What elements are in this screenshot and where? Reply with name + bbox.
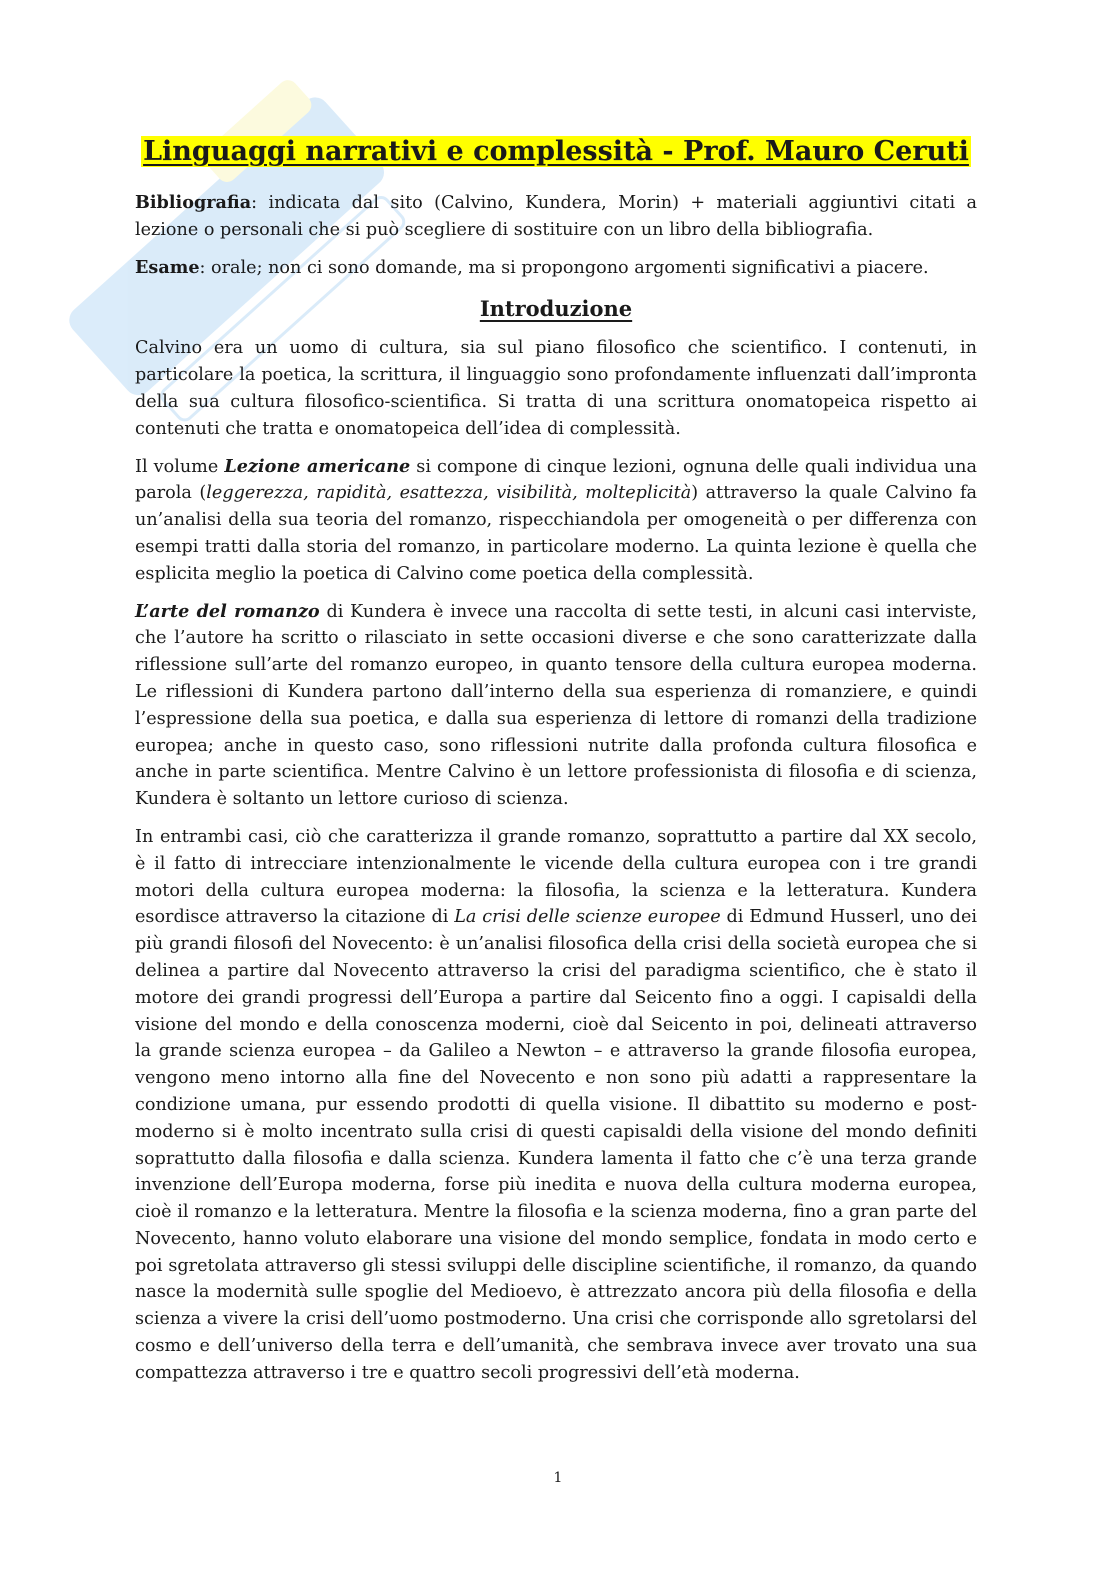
- intro-paragraph-2: Il volume Lezione americane si compone di cinque lezioni, ognuna delle quali individua una parola (leggerezza, rapidità, esattezza, visibilità, molteplicità) attraverso la quale Calvino fa un’analisi della sua teoria del romanzo, rispecchiandola per omogeneità o per differenza con esempi tratti dalla storia del romanzo, in particolare moderno. La quinta lezione è quella che esplicita meglio la poetica di Calvino come poetica della complessità.: [135, 455, 978, 584]
- page-number: 1: [553, 1470, 563, 1486]
- bibliografia-label: Bibliografia: [135, 192, 252, 213]
- keywords: leggerezza, rapidità, esattezza, visibilità, molteplicità: [206, 483, 692, 504]
- document-page: [135, 132, 977, 1398]
- intro-paragraph-3: L’arte del romanzo di Kundera è invece una raccolta di sette testi, in alcuni casi interviste, che l’autore ha scritto o rilasciato in sette occasioni diverse e che sono caratterizzate dalla riflessione sull’arte del romanzo europeo, in quanto tensore della cultura europea moderna. Le riflessioni di Kundera partono dall’interno della sua esperienza di romanziere, e quindi l’espressione della sua poetica, e dalla sua esperienza di lettore di romanzi della tradizione europea; anche in questo caso, sono riflessioni nutrite dalla profonda cultura filosofica e anche in parte scientifica. Mentre Calvino è un lettore professionista di filosofia e di scienza, Kundera è soltanto un lettore curioso di scienza.: [135, 600, 978, 810]
- intro-paragraph-4: In entrambi casi, ciò che caratterizza il grande romanzo, soprattutto a partire dal XX secolo, è il fatto di intrecciare intenzionalmente le vicende della cultura europea con i tre grandi motori della cultura europea moderna: la filosofia, la scienza e la letteratura. Kundera esordisce attraverso la citazione di La crisi delle scienze europee di Edmund Husserl, uno dei più grandi filosofi del Novecento: è un’analisi filosofica della crisi della società europea che si delinea a partire dal Novecento attraverso la crisi del paradigma scientifico, che è stato il motore dei grandi progressi dell’Europa a partire dal Seicento fino a oggi. I capisaldi della visione del mondo e della conoscenza moderni, cioè dal Seicento in poi, delineati attraverso la grande scienza europea – da Galileo a Newton – e attraverso la grande filosofia europea, vengono meno intorno alla fine del Novecento e non sono più adatti a rappresentare la condizione umana, pur essendo prodotti di quella visione. Il dibattito su moderno e post-moderno si è molto incentrato sulla crisi di questi capisaldi della visione del mondo definiti soprattutto dalla filosofia e dalla scienza. Kundera lamenta il fatto che c’è una terza grande invenzione dell’Europa moderna, forse più inedita e nuova della cultura moderna europea, cioè il romanzo e la letteratura. Mentre la filosofia e la scienza moderna, fino a gran parte del Novecento, hanno voluto elaborare una visione del mondo semplice, fondata in modo certo e poi sgretolata attraverso gli stessi sviluppi delle discipline scientifiche, il romanzo, da quando nasce la modernità sulle spoglie del Medioevo, è attrezzato ancora più della filosofia e della scienza a vivere la crisi dell’uomo postmoderno. Una crisi che corrisponde allo sgretolarsi del cosmo e dell’universo della terra e dell’umanità, che sembrava invece aver trovato una sua compattezza attraverso i tre e quattro secoli progressivi dell’età moderna.: [135, 826, 977, 1383]
- intro-paragraph-1: Calvino era un uomo di cultura, sia sul piano filosofico che scientifico. I contenuti, in particolare la poetica, la scrittura, il linguaggio sono profondamente influenzati dall’impronta della sua cultura filosofico-scientifica. Si tratta di una scrittura onomatopeica rispetto ai contenuti che tratta e onomatopeica dell’idea di complessità.: [135, 338, 977, 439]
- book-title: Lezione americane: [224, 455, 411, 477]
- bibliografia-paragraph: Bibliografia: indicata dal sito (Calvino, Kundera, Morin) + materiali aggiuntivi citati a lezione o personali che si può scegliere di sostituire con un libro della bibliografia.: [135, 192, 977, 240]
- section-heading: Introduzione: [479, 296, 633, 322]
- esame-paragraph: Esame: orale; non ci sono domande, ma si propongono argomenti significativi a piacere.: [135, 256, 929, 278]
- book-title: L’arte del romanzo: [135, 600, 320, 622]
- document-title: Linguaggi narrativi e complessità - Prof. Mauro Ceruti: [143, 136, 969, 167]
- book-title: La crisi delle scienze europee: [454, 907, 721, 928]
- esame-label: Esame: [135, 256, 200, 278]
